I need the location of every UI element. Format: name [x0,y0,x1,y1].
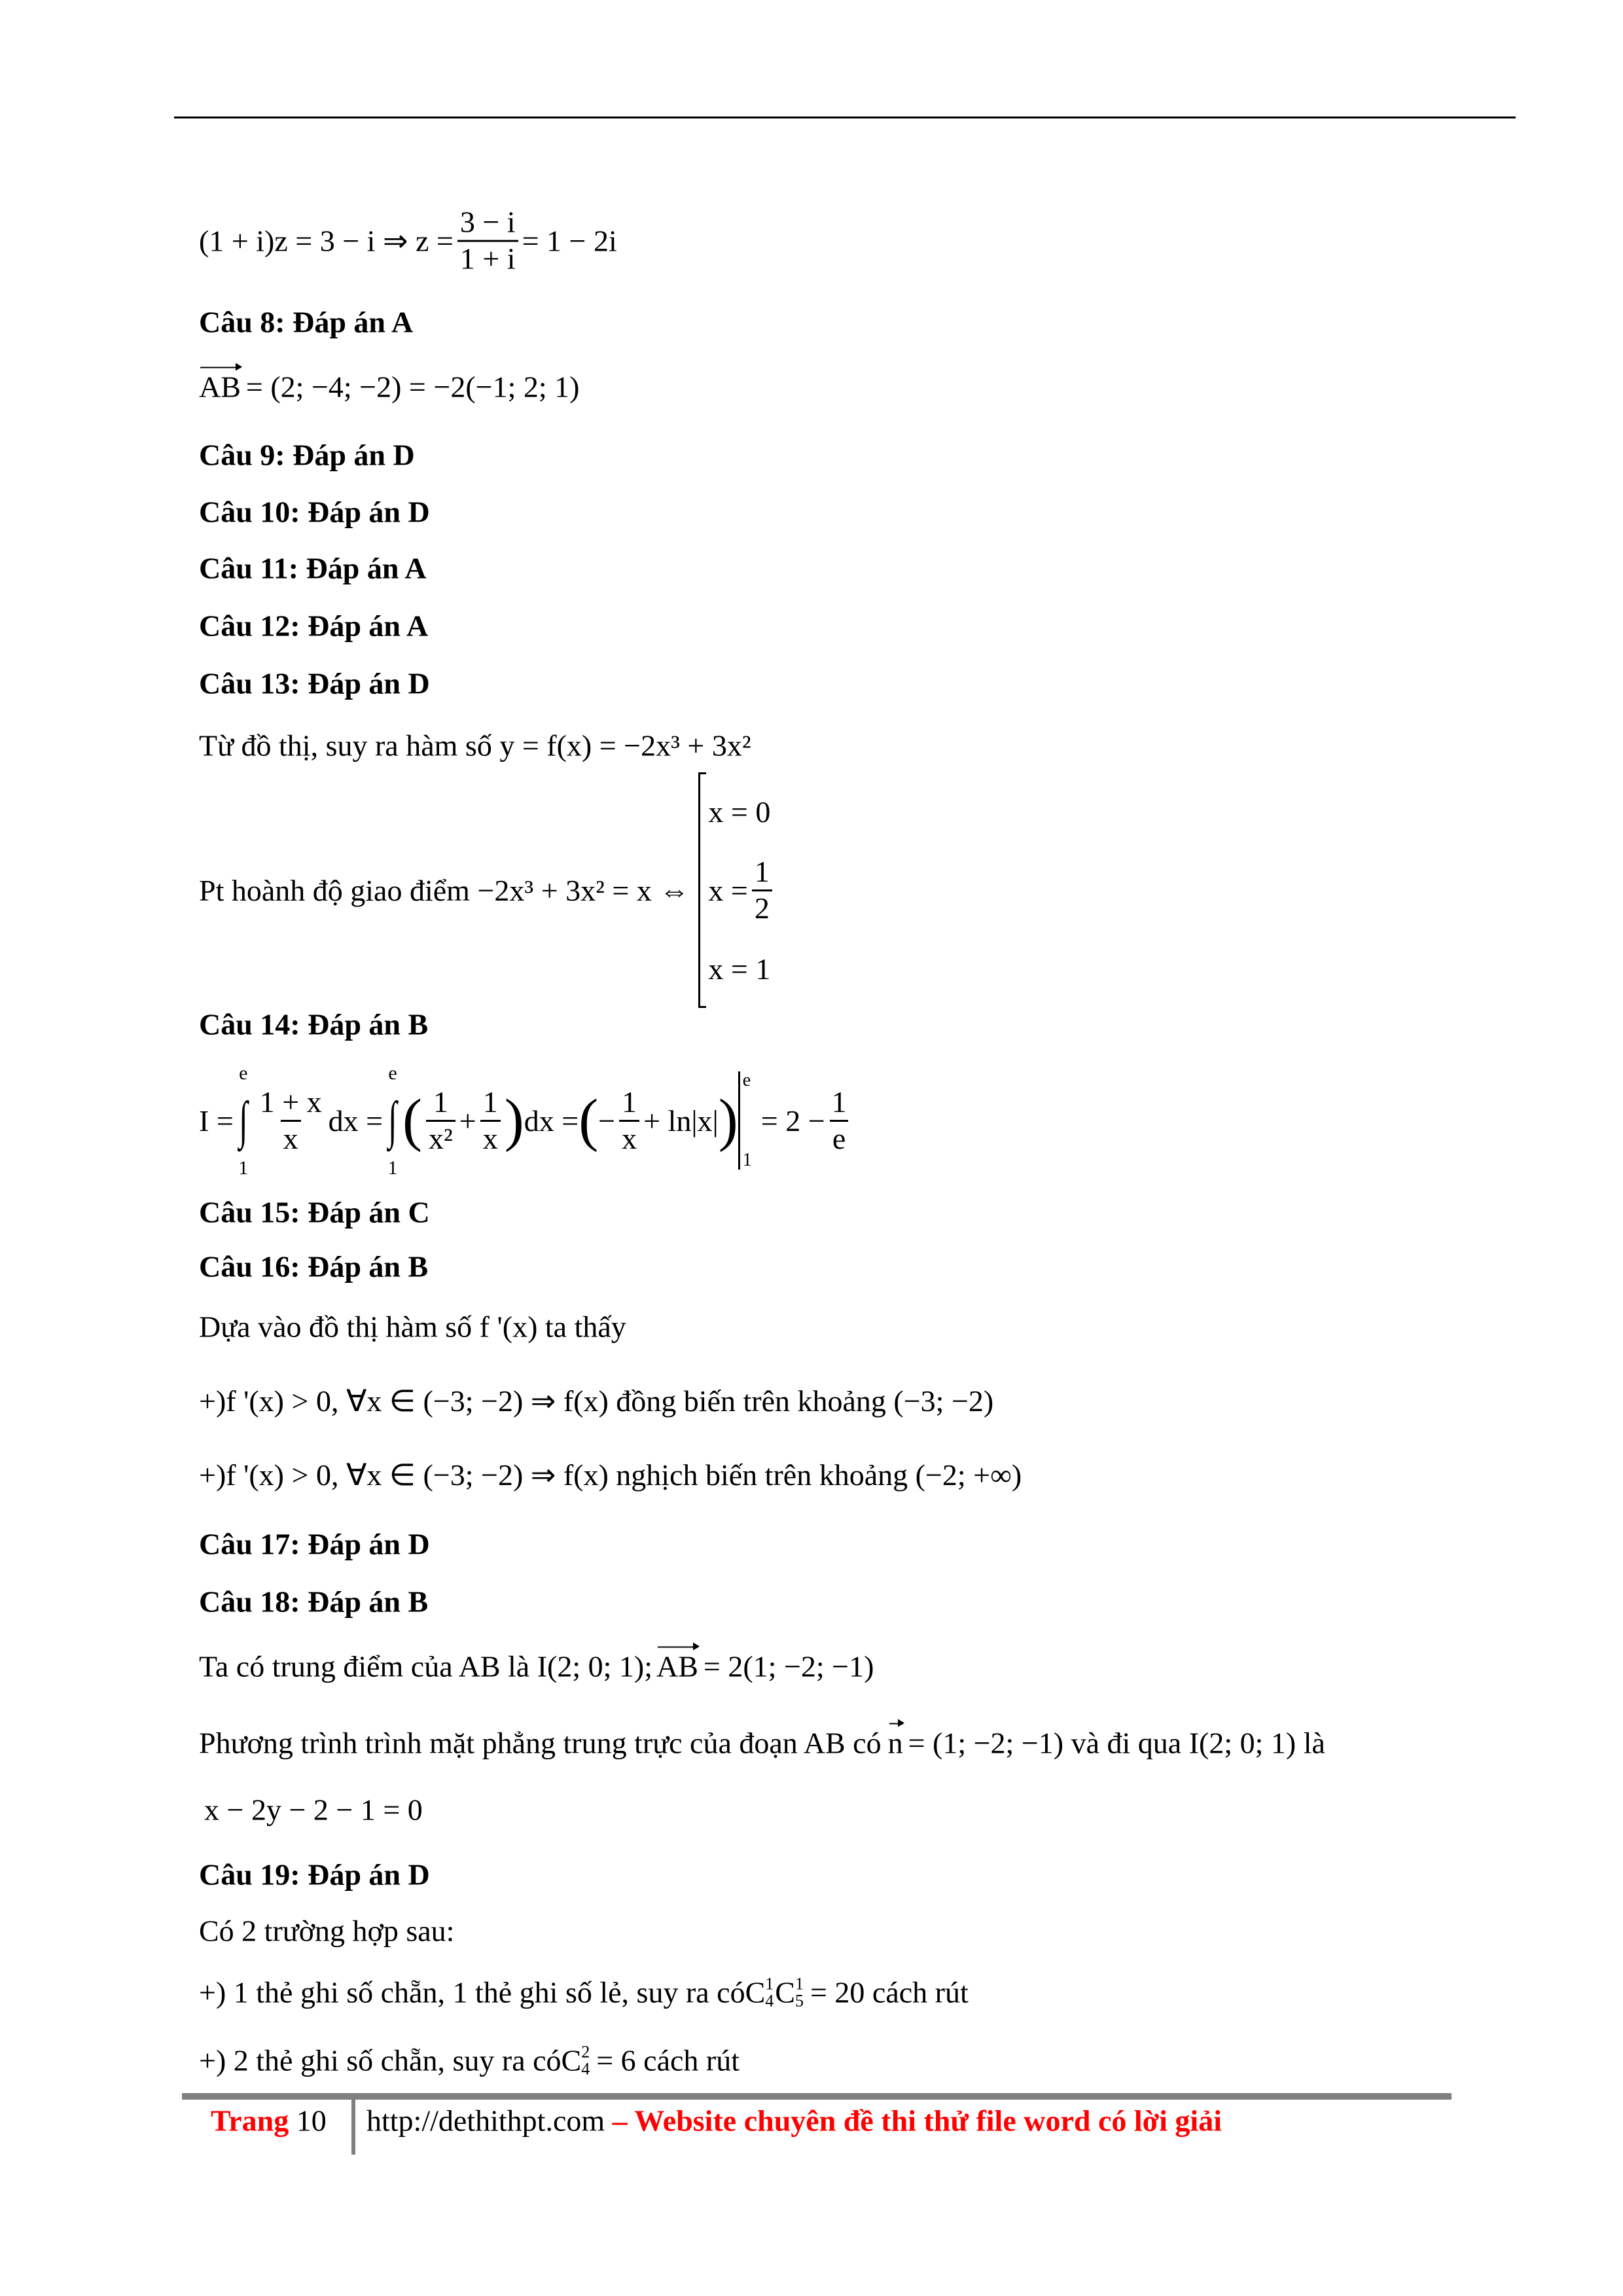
num: 1 [433,1085,448,1119]
num: 1 [482,1085,498,1119]
sol-3: x = 1 [708,952,771,986]
footer-tagline: – Website chuyên đề thi thử file word có lời giải [612,2104,1222,2138]
answer-q9: Câu 9: Đáp án D [199,438,415,472]
upper: e [239,1062,248,1084]
answer-q14: Câu 14: Đáp án B [199,1007,429,1041]
sol-2 [708,851,776,929]
equation-q8 [199,370,584,404]
q19-line1: Có 2 trường hợp sau: [199,1914,455,1948]
combination [562,2043,592,2078]
answer-q16: Câu 16: Đáp án B [199,1249,429,1283]
q16-line3: +)f '(x) > 0, ∀x ∈ (−3; −2) ⇒ f(x) nghịch biến trên khoảng (−2; +∞) [199,1458,1022,1492]
evaluation-bar [738,1071,752,1170]
den: 1 + i [457,240,518,277]
paren: ) [718,1088,738,1153]
eq-lhs: (1 + i)z = 3 − i ⇒ z = [199,224,454,258]
sol-1: x = 0 [708,795,771,829]
lower: 1 [387,1157,398,1179]
dx: dx = [328,1103,383,1138]
intersection-eq: Pt hoành độ giao điểm −2x³ + 3x² = x ⇔ [199,873,690,907]
paren: ( [579,1088,599,1153]
sub: 4 [765,1991,774,2010]
sol2-lhs: x = [708,873,748,907]
page-num: 10 [296,2104,327,2138]
header-rule [174,117,1516,118]
minus: − [598,1103,616,1138]
equation-q7 [199,206,617,277]
q19-line2 [199,1975,974,2010]
eq-rest: = (2; −4; −2) = −2(−1; 2; 1) [245,370,580,404]
sub: 4 [581,2059,590,2078]
combination [745,1975,805,2010]
c: C [775,1975,795,2009]
integral-sign: e ∫ 1 [238,1062,249,1179]
i-label: I = [199,1103,234,1138]
answer-q18: Câu 18: Đáp án B [199,1585,429,1619]
fraction [257,1085,325,1157]
text: = 6 cách rút [596,2043,740,2077]
sub: 5 [794,1991,804,2010]
q16-line2: +)f '(x) > 0, ∀x ∈ (−3; −2) ⇒ f(x) đồng biến trên khoảng (−3; −2) [199,1384,994,1418]
footer-separator [351,2100,355,2155]
num: 1 [754,854,770,888]
den: x [619,1120,639,1157]
answer-q17: Câu 17: Đáp án D [199,1527,430,1561]
q18-line1 [199,1649,879,1684]
integral-q14 [199,1062,853,1179]
den: x [281,1120,301,1157]
paren: ( [402,1088,422,1153]
plus: + [459,1103,476,1138]
lower: 1 [742,1150,752,1170]
sup: 2 [581,2042,590,2061]
fraction [480,1085,501,1157]
paren: ) [504,1088,524,1153]
text: = 20 cách rút [810,1975,969,2009]
answer-q13: Câu 13: Đáp án D [199,666,430,700]
dx: dx = [524,1103,579,1138]
q19-line3 [199,2043,745,2078]
lower: 1 [238,1157,249,1179]
text: Phương trình trình mặt phẳng trung trực của đoạn AB có [199,1726,882,1760]
text: = 2(1; −2; −1) [703,1649,874,1683]
text: = (1; −2; −1) và đi qua I(2; 0; 1) là [908,1726,1325,1760]
q18-line3: x − 2y − 2 − 1 = 0 [204,1793,423,1827]
num: 1 + x [259,1085,322,1119]
integral-sign: e ∫ 1 [387,1062,398,1179]
footer-link[interactable]: http://dethithpt.com [366,2104,605,2138]
text: Ta có trung điểm của AB là I(2; 0; 1); [199,1649,652,1683]
ln-term: + ln|x| [643,1103,719,1138]
upper: e [388,1062,397,1084]
page-label: Trang [211,2104,289,2138]
num: 1 [831,1085,847,1119]
num: 1 [622,1085,637,1119]
fraction [829,1085,849,1157]
upper: e [742,1070,751,1090]
vector-ab: AB [199,370,241,404]
den: x² [426,1120,455,1157]
result: = 2 − [760,1103,825,1138]
answer-q15: Câu 15: Đáp án C [199,1195,430,1229]
footer-text [366,2104,1222,2138]
den: e [830,1120,848,1157]
q13-line1: Từ đồ thị, suy ra hàm số y = f(x) = −2x³ + 3x² [199,728,751,762]
q18-line2 [199,1726,1330,1761]
sup: 1 [794,1974,804,1993]
fraction [619,1085,639,1157]
den: 2 [752,889,772,926]
text: +) 1 thẻ ghi số chẵn, 1 thẻ ghi số lẻ, suy ra có [199,1975,745,2009]
q13-line2 [199,772,776,1008]
sup: 1 [765,1974,774,1993]
page-number [211,2104,327,2138]
c: C [745,1975,766,2009]
vector-n: n [887,1726,903,1760]
answer-q11: Câu 11: Đáp án A [199,551,427,585]
fraction [426,1085,455,1157]
vector-ab: AB [656,1649,698,1683]
c: C [561,2043,582,2077]
den: x [480,1120,501,1157]
fraction [457,206,518,277]
eq-rhs: = 1 − 2i [522,224,617,258]
answer-q10: Câu 10: Đáp án D [199,495,430,529]
q16-line1: Dựa vào đồ thị hàm số f '(x) ta thấy [199,1310,626,1344]
fraction [752,855,772,926]
answer-q8: Câu 8: Đáp án A [199,305,414,339]
answer-q19: Câu 19: Đáp án D [199,1857,430,1892]
footer-rule [182,2093,1452,2100]
num: 3 − i [459,205,516,239]
answer-q12: Câu 12: Đáp án A [199,609,429,643]
text: +) 2 thẻ ghi số chẵn, suy ra có [199,2043,562,2077]
solution-system [698,772,776,1008]
